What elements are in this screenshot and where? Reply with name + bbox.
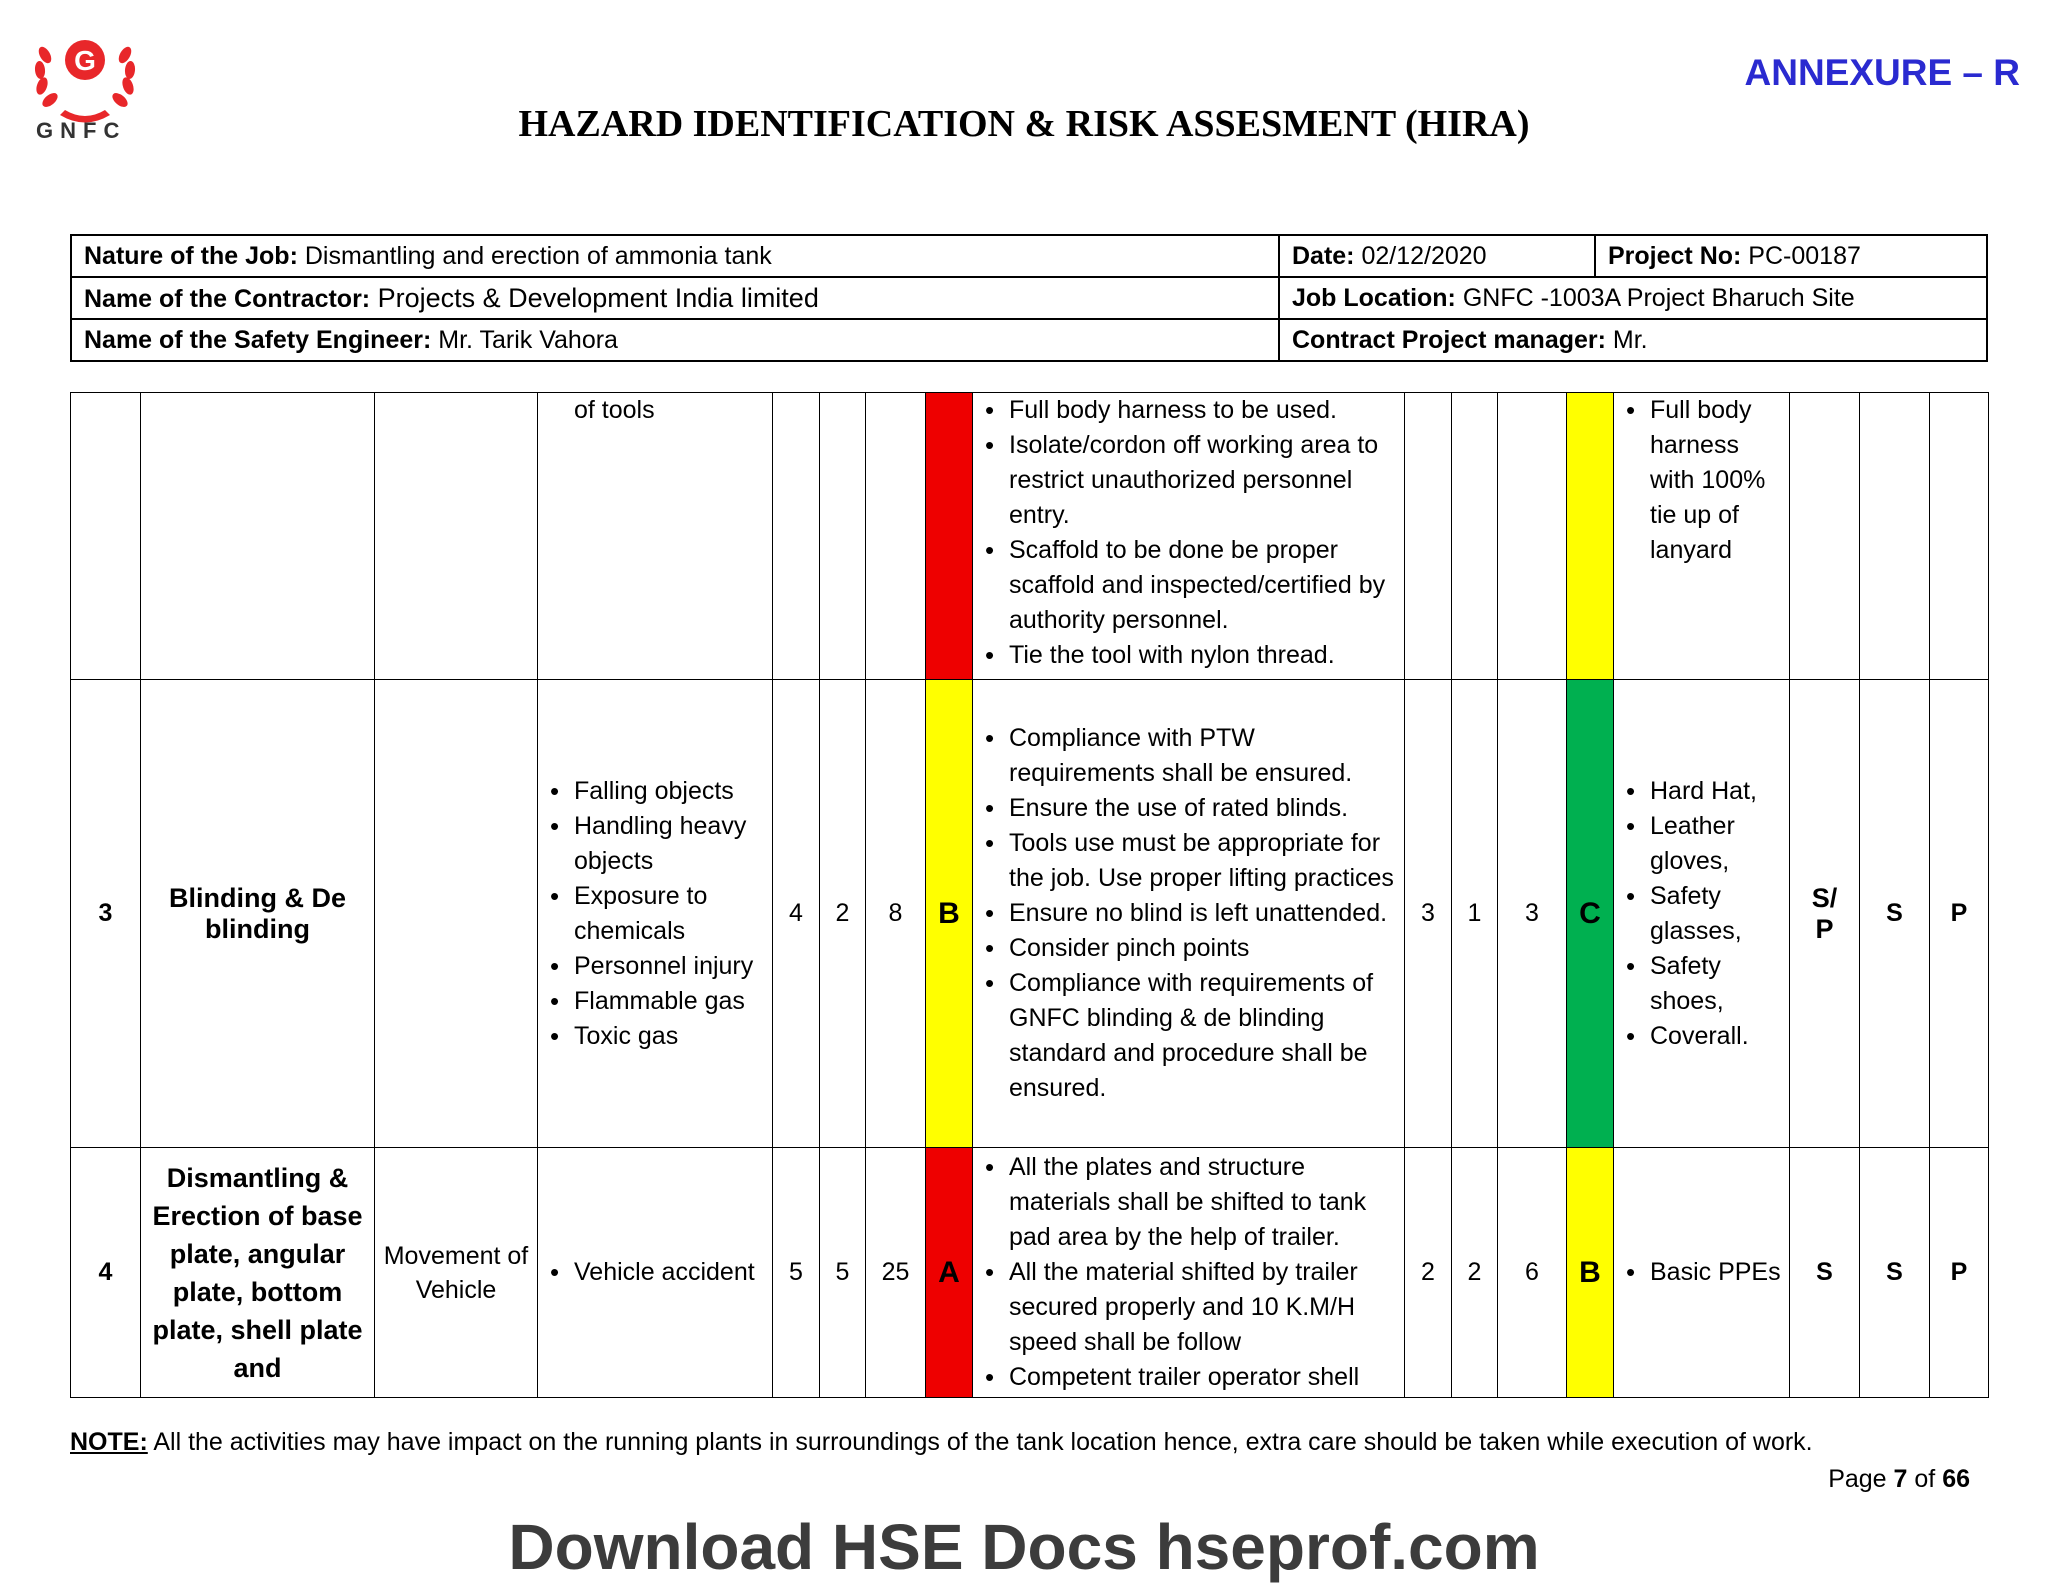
ppe-cell — [1614, 393, 1790, 680]
list-item: • Basic PPEs — [1650, 1255, 1781, 1290]
list-item: • Isolate/cordon off working area to restrict unauthorized personnel entry. — [1009, 428, 1396, 533]
logo-letter: G — [74, 45, 96, 76]
job-location-cell: Job Location: GNFC -1003A Project Bharuch Site — [1279, 277, 1987, 319]
severity-cell: 5 — [820, 1148, 866, 1398]
list-item: • Full body harness with 100% tie up of lanyard — [1650, 393, 1781, 568]
contractor-cell: Name of the Contractor: Projects & Development India limited — [71, 277, 1279, 319]
activity-cell: Dismantling & Erection of base plate, angular plate, bottom plate, shell plate and — [141, 1148, 375, 1398]
responsibility-cell: S — [1860, 680, 1930, 1148]
list-item: • Compliance with PTW requirements shall be ensured. — [1009, 721, 1396, 791]
hazard-cell — [538, 680, 773, 1148]
list-item: • Flammable gas — [574, 984, 764, 1019]
residual-category-cell: C — [1567, 680, 1614, 1148]
table-row — [71, 393, 1989, 680]
responsibility-cell: S/ P — [1790, 680, 1860, 1148]
list-item: • Leather gloves, — [1650, 809, 1781, 879]
nature-of-job-cell: Nature of the Job: Dismantling and erection of ammonia tank — [71, 235, 1279, 277]
risk-rating-cell: 25 — [866, 1148, 926, 1398]
risk-rating-cell: 8 — [866, 680, 926, 1148]
residual-rating-cell: 6 — [1498, 1148, 1567, 1398]
list-item: • Falling objects — [574, 774, 764, 809]
table-row — [71, 1148, 1989, 1398]
residual-severity-cell: 1 — [1452, 680, 1498, 1148]
list-item: • Competent trailer operator shell — [1009, 1360, 1396, 1395]
likelihood-cell: 4 — [773, 680, 820, 1148]
list-item: • Compliance with requirements of GNFC blinding & de blinding standard and procedure shall be ensured. — [1009, 966, 1396, 1106]
list-item: • Coverall. — [1650, 1019, 1781, 1054]
job-info-table — [70, 234, 1988, 362]
list-item: • Scaffold to be done be proper scaffold and inspected/certified by authority personnel. — [1009, 533, 1396, 638]
ppe-cell — [1614, 680, 1790, 1148]
sr-no-cell: 4 — [71, 1148, 141, 1398]
sub-activity-cell: Movement of Vehicle — [375, 1148, 538, 1398]
list-item: • All the plates and structure materials shall be shifted to tank pad area by the help of trailer. — [1009, 1150, 1396, 1255]
list-item: • Personnel injury — [574, 949, 764, 984]
date-cell: Date: 02/12/2020 — [1279, 235, 1595, 277]
risk-category-high — [926, 393, 973, 680]
hazard-cell: of tools — [538, 393, 773, 680]
severity-cell: 2 — [820, 680, 866, 1148]
residual-severity-cell: 2 — [1452, 1148, 1498, 1398]
list-item: • Vehicle accident — [574, 1255, 764, 1290]
responsibility-cell: P — [1930, 680, 1989, 1148]
list-item: • Safety glasses, — [1650, 879, 1781, 949]
residual-category-cell: B — [1567, 1148, 1614, 1398]
annexure-label: ANNEXURE – R — [1744, 52, 2020, 93]
list-item: • Toxic gas — [574, 1019, 764, 1054]
control-measures-cell — [973, 1148, 1405, 1398]
residual-likelihood-cell: 2 — [1405, 1148, 1452, 1398]
list-item: • Tools use must be appropriate for the job. Use proper lifting practices — [1009, 826, 1396, 896]
list-item: • Safety shoes, — [1650, 949, 1781, 1019]
hazard-cell — [538, 1148, 773, 1398]
responsibility-cell: S — [1860, 1148, 1930, 1398]
table-row — [71, 680, 1989, 1148]
control-measures-cell — [973, 393, 1405, 680]
page-number: Page 7 of 66 — [1828, 1465, 1970, 1493]
list-item: • Full body harness to be used. — [1009, 393, 1396, 428]
list-item: • Ensure the use of rated blinds. — [1009, 791, 1396, 826]
project-manager-cell: Contract Project manager: Mr. — [1279, 319, 1987, 361]
sr-no-cell: 3 — [71, 680, 141, 1148]
hira-table — [70, 392, 1989, 1398]
list-item: • Handling heavy objects — [574, 809, 764, 879]
activity-cell — [141, 393, 375, 680]
footer-watermark: Download HSE Docs hseprof.com — [508, 1511, 1540, 1583]
residual-rating-cell: 3 — [1498, 680, 1567, 1148]
residual-likelihood-cell: 3 — [1405, 680, 1452, 1148]
page-title: HAZARD IDENTIFICATION & RISK ASSESMENT (HIRA) — [518, 103, 1530, 145]
list-item: • Consider pinch points — [1009, 931, 1396, 966]
residual-category-medium — [1567, 393, 1614, 680]
logo-text: GNFC — [36, 118, 127, 143]
list-item: • Ensure no blind is left unattended. — [1009, 896, 1396, 931]
list-item: • Tie the tool with nylon thread. — [1009, 638, 1396, 673]
list-item: • Exposure to chemicals — [574, 879, 764, 949]
project-no-cell: Project No: PC-00187 — [1595, 235, 1987, 277]
sub-activity-cell — [375, 680, 538, 1148]
control-measures-cell — [973, 680, 1405, 1148]
risk-category-cell: B — [926, 680, 973, 1148]
sr-no-cell — [71, 393, 141, 680]
safety-engineer-cell: Name of the Safety Engineer: Mr. Tarik Vahora — [71, 319, 1279, 361]
risk-category-cell: A — [926, 1148, 973, 1398]
responsibility-cell: S — [1790, 1148, 1860, 1398]
list-item: • Hard Hat, — [1650, 774, 1781, 809]
note-text: NOTE: All the activities may have impact on the running plants in surroundings of the tank location hence, extra care should be taken while execution of work. — [70, 1428, 1813, 1456]
responsibility-cell: P — [1930, 1148, 1989, 1398]
ppe-cell — [1614, 1148, 1790, 1398]
likelihood-cell: 5 — [773, 1148, 820, 1398]
list-item: • All the material shifted by trailer secured properly and 10 K.M/H speed shall be follow — [1009, 1255, 1396, 1360]
sub-activity-cell — [375, 393, 538, 680]
activity-cell: Blinding & De blinding — [141, 680, 375, 1148]
